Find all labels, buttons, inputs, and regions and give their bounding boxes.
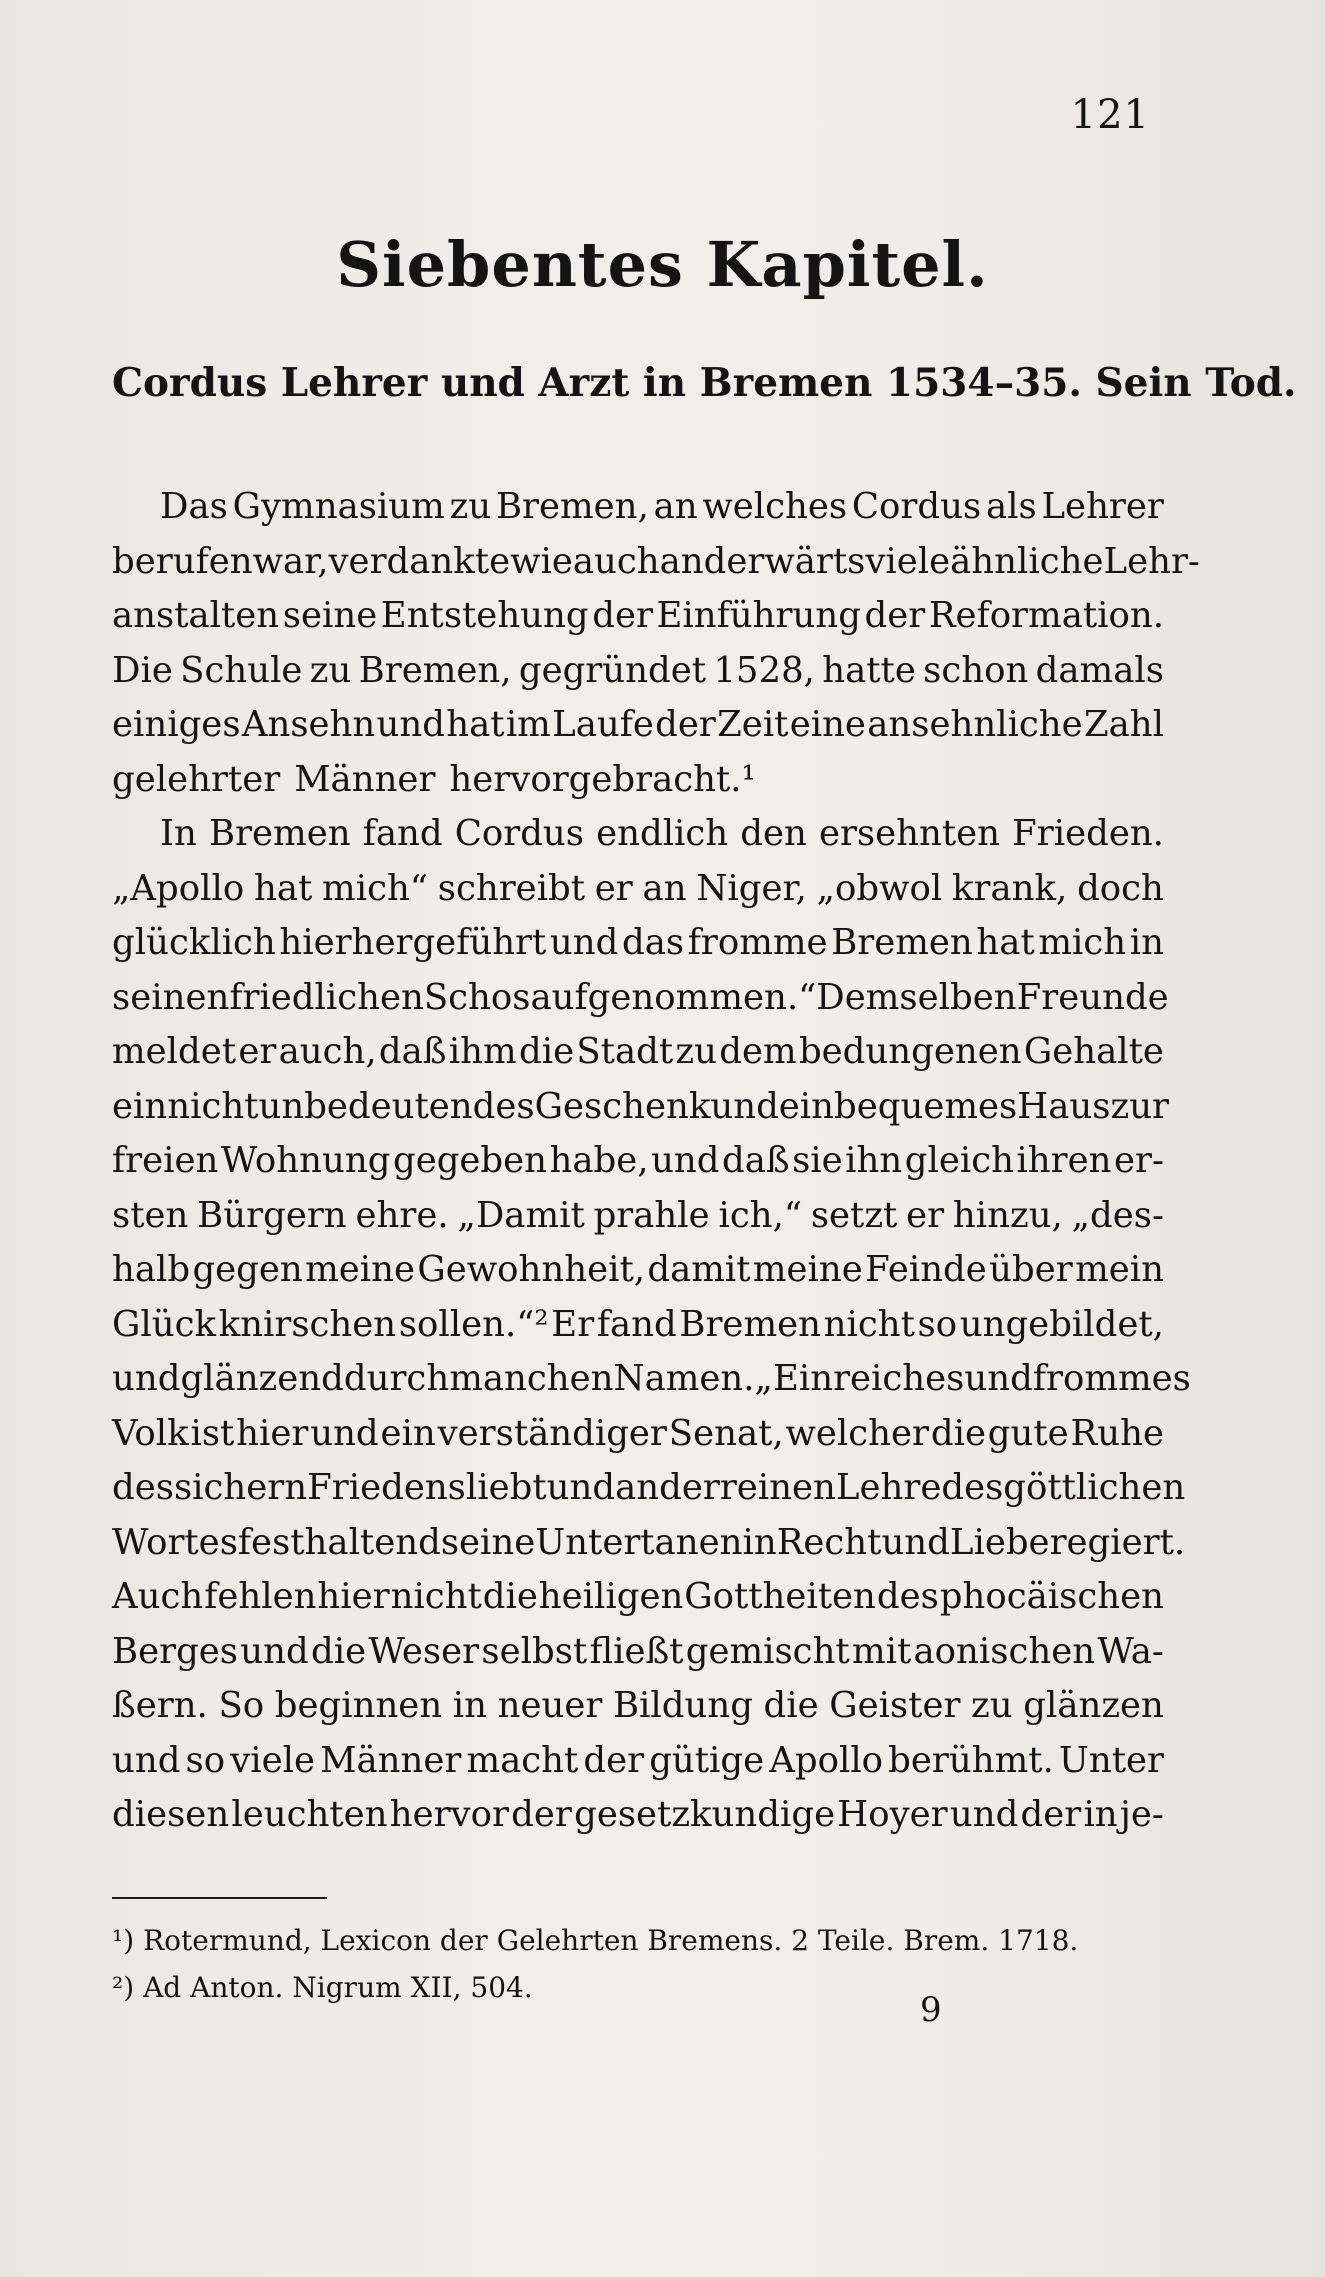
- text-line: Die Schule zu Bremen, gegründet 1528, hatte schon damals: [112, 649, 1164, 691]
- text-line: ßern. So beginnen in neuer Bildung die Geister zu glänzen: [112, 1685, 1164, 1726]
- text-line: einiges Ansehn und hat im Laufe der Zeit eine ansehnliche Zahl: [112, 704, 1164, 745]
- text-line: „Apollo hat mich“ schreibt er an Niger, „obwol krank, doch: [112, 867, 1164, 909]
- footnotes: [112, 1917, 1172, 2011]
- text-line: Das Gymnasium zu Bremen, an welches Cordus als Lehrer: [160, 486, 1164, 527]
- footnote-mark: ¹): [112, 1924, 135, 1957]
- text-line: gelehrter Männer hervorgebracht.¹: [112, 758, 756, 800]
- text-line: und glänzend durch manchen Namen. „Ein reiches und frommes: [112, 1358, 1191, 1399]
- text-line: Volk ist hier und ein verständiger Senat, welcher die gute Ruhe: [112, 1412, 1164, 1454]
- text-line: In Bremen fand Cordus endlich den ersehnten Frieden.: [160, 813, 1164, 854]
- text-line: Berges und die Weser selbst fließt gemischt mit aonischen Wa-: [112, 1630, 1164, 1672]
- body-text: [112, 480, 1200, 1843]
- text-line: ein nicht unbedeutendes Geschenk und ein bequemes Haus zur: [112, 1085, 1170, 1127]
- signature-mark: 9: [920, 1990, 942, 2030]
- text-line: anstalten seine Entstehung der Einführung der Reformation.: [112, 595, 1164, 636]
- text-line: meldet er auch, daß ihm die Stadt zu dem bedungenen Gehalte: [112, 1031, 1164, 1072]
- footnote-1: [112, 1917, 1172, 1964]
- footnote-mark: ²): [112, 1971, 135, 2004]
- text-line: Auch fehlen hier nicht die heiligen Gottheiten des phocäischen: [112, 1576, 1164, 1617]
- footnote-text: Ad Anton. Nigrum XII, 504.: [143, 1971, 533, 2004]
- footnote-divider: [112, 1897, 327, 1899]
- chapter-title: Siebentes Kapitel.: [336, 228, 989, 301]
- text-line: Wortes festhaltend seine Untertanen in Recht und Liebe regiert.: [112, 1521, 1186, 1563]
- text-line: des sichern Friedens liebt und an der reinen Lehre des göttlichen: [112, 1467, 1186, 1508]
- text-line: sten Bürgern ehre. „Damit prahle ich,“ setzt er hinzu, „des-: [112, 1194, 1164, 1236]
- page-number: 121: [1070, 92, 1150, 138]
- text-line: diesen leuchten hervor der gesetzkundige Hoyer und der in je-: [112, 1794, 1164, 1835]
- text-line: halb gegen meine Gewohnheit, damit meine Feinde über mein: [112, 1249, 1164, 1290]
- text-line: und so viele Männer macht der gütige Apollo berühmt. Unter: [112, 1739, 1164, 1781]
- text-line: berufen war, verdankte wie auch anderwärts viele ähnliche Lehr-: [112, 540, 1200, 582]
- text-line: glücklich hierhergeführt und das fromme Bremen hat mich in: [112, 922, 1164, 963]
- chapter-subtitle: Cordus Lehrer und Arzt in Bremen 1534–35. Sein Tod.: [112, 360, 1297, 406]
- text-line: Glück knirschen sollen.“² Er fand Bremen nicht so ungebildet,: [112, 1303, 1164, 1345]
- footnote-2: [112, 1964, 1172, 2011]
- text-line: freien Wohnung gegeben habe, und daß sie ihn gleich ihren er-: [112, 1140, 1164, 1181]
- footnote-text: Rotermund, Lexicon der Gelehrten Bremens. 2 Teile. Brem. 1718.: [143, 1924, 1079, 1957]
- text-line: seinen friedlichen Schos aufgenommen.“ Demselben Freunde: [112, 976, 1169, 1018]
